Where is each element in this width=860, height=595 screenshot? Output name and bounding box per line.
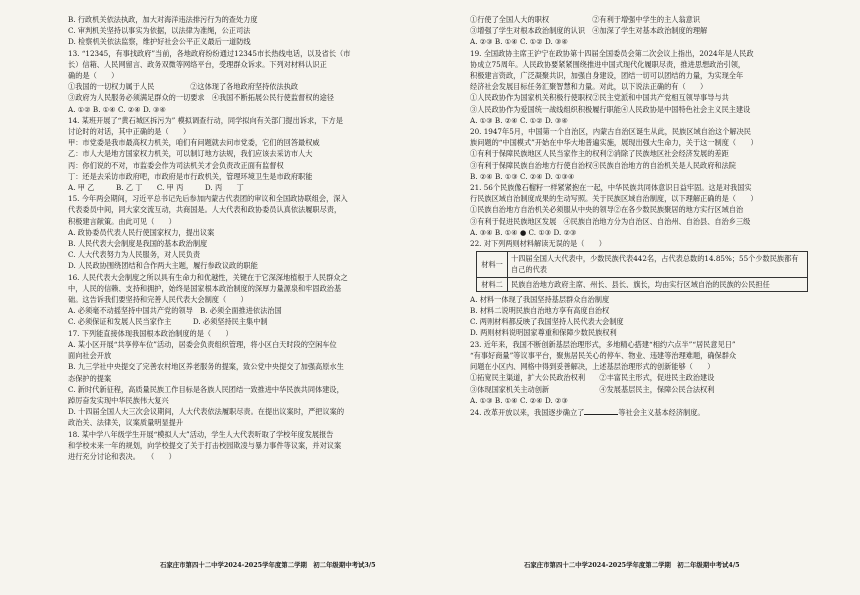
text-line: D. 人民政协围绕团结和合作两大主题，履行参政议政的职能 bbox=[68, 261, 258, 271]
text-line: A. 政协委员代表人民行使国家权力，提出议案 bbox=[68, 227, 215, 237]
text-line: 20. 1947年5月，中国第一个自治区，内蒙古自治区诞生从此，民族区域自治这个解决民 bbox=[470, 127, 751, 137]
text-line: 13. “12345，有事找政府”当前，各地政府纷纷通过12345市长热线电话，以及省长（市 bbox=[68, 48, 351, 58]
text-line: A. ①③ B. ②④ C. ①② D. ③④ bbox=[470, 115, 568, 125]
text-line: 积极建言资政，广泛凝聚共识，加强自身建设，团结一切可以团结的力量，为实现全年 bbox=[470, 71, 744, 81]
text-line: 面向社会开放 bbox=[68, 351, 112, 361]
material-row-1 bbox=[477, 252, 808, 277]
text-line: 21. 56个民族像石榴籽一样紧紧抱在一起，中华民族共同体意识日益牢固。这是对我国实 bbox=[470, 183, 752, 193]
material-text: 十四届全国人大代表中，少数民族代表442名，占代表总数的14.85%；55个少数民族都有自己的代表 bbox=[508, 252, 808, 277]
text-line: 讨论时的对话，其中正确的是（ ） bbox=[68, 127, 191, 137]
text-line: ③体现国家机关主动创新 ④发展基层民主，保障公民合法权利 bbox=[470, 384, 715, 394]
text-line: 14. 某班开展了“黄石城区拆污为” 模拟调查行动，同学拟向有关部门提出诉求，下方是 bbox=[68, 115, 343, 125]
text-line: D. 两则材料说明国家尊重和保障少数民族权利 bbox=[470, 328, 617, 338]
text-line: ①我国的一切权力属于人民 ②这体现了各地政府坚持依法执政 bbox=[68, 82, 299, 92]
text-line: ③人民政协作为爱国统一战线组织积极履行职能④人民政协是中国特色社会主义民主建设 bbox=[470, 104, 751, 114]
right-bottom-questions bbox=[470, 294, 860, 406]
text-line: A. ②③ B. ①④ C. ①② D. ③④ bbox=[470, 37, 568, 47]
text-line: B. 九三学社中央提交了完善农村地区养老服务的提案，致公党中央提交了加强高原水生 bbox=[68, 362, 344, 372]
text-line: A. ①② B. ①④ C. ②④ D. ③④ bbox=[68, 104, 166, 114]
text-line: B. 人民代表大会制度是我国的基本政治制度 bbox=[68, 239, 208, 249]
material-label: 材料一 bbox=[477, 252, 508, 277]
text-line: 行民族区域自治制度成果的生动写照。关于民族区域自治制度，以下理解正确的是（ ） bbox=[470, 194, 758, 204]
material-text: 民族自治地方政府主席、州长、县长、旗长，均由实行区域自治的民族的公民担任 bbox=[508, 277, 808, 291]
text-line: B. 行政机关依法执政，加大对海洋违法排污行为的查处力度 bbox=[68, 15, 258, 24]
text-line: 22. 对下列两则材料解读无误的是（ ） bbox=[470, 239, 606, 249]
text-line: 进行充分讨论和表决。 （ ） bbox=[68, 451, 176, 461]
text-line: 经济社会发展目标任务汇聚智慧和力量。对此，以下说法正确的有（ ） bbox=[470, 82, 708, 92]
text-line: 乙：市人大是地方国家权力机关，可以制订地方法规，我们应该去采访市人大 bbox=[68, 149, 313, 159]
material-table bbox=[476, 251, 808, 292]
text-line: 础。这告诉我们要坚持和完善人民代表大会制度（ ） bbox=[68, 295, 248, 305]
text-line: A. 某小区开展“共享停车位”活动，居委会负责组织管理，将小区白天时段的空闲车位 bbox=[68, 339, 337, 349]
right-top-questions bbox=[470, 14, 860, 249]
text-line: B. 材料二说明民族自治地方享有高度自治权 bbox=[470, 306, 610, 316]
text-line: 丙：你们说的不对，市监委会作为司法机关才会负责改正面有监督权 bbox=[68, 160, 284, 170]
text-line: ③有利于保障民族自治地方行使自治权④民族自治地方的自治机关是人民政府和法院 bbox=[470, 160, 736, 170]
question-24-line bbox=[470, 406, 860, 418]
text-line: 和学校未来一年的规划，向学校提交了关于打击校园欺凌与暴力事件等议案，并对议案 bbox=[68, 440, 342, 450]
text-line: A. 材料一体现了我国坚持基层群众自治制度 bbox=[470, 294, 610, 304]
text-line: 代表委员中间，同大家交流互动，共商国是。人大代表和政协委员认真依法履职尽责， bbox=[68, 205, 342, 215]
text-line: C. 新时代新征程，高质量民族工作目标是各族人民团结一致推进中华民族共同体建设， bbox=[68, 384, 344, 394]
text-line: C. 两则材料都反映了我国坚持人民代表大会制度 bbox=[470, 317, 624, 327]
text-line: ③政府为人民服务必须满足群众的一切要求 ④我国不断拓展公民行使监督权的途径 bbox=[68, 93, 334, 103]
question-24-text: 24. 改革开放以来，我国逐步确立了 bbox=[470, 407, 585, 417]
text-line: A. ③④ B. ①④ ● C. ①③ D. ②③ bbox=[470, 227, 577, 237]
left-column bbox=[68, 14, 468, 462]
text-line: A. 甲 乙 B. 乙 丁 C. 甲 丙 D. 丙 丁 bbox=[68, 183, 244, 193]
text-line: 18. 某中学八年级学生开展“模拟人大”活动，学生人大代表听取了学校年度发展报告 bbox=[68, 429, 334, 439]
text-line: ①人民政协作为国家机关积极行使职权②民主党派和中国共产党相互领导事导与共 bbox=[470, 93, 729, 103]
text-line: 长）信箱、人民网留言、政务双微等网络平台，受理群众诉求。下列对材料认识正 bbox=[68, 59, 327, 69]
text-line: 确的是（ ） bbox=[68, 71, 119, 81]
footer-right: 石家庄市第四十二中学2024-2025学年度第二学期 初二年级期中考试4/5 bbox=[524, 561, 740, 569]
answer-blank bbox=[584, 406, 618, 415]
text-line: B. ②④ B. ①③ C. ②④ D. ①③④ bbox=[470, 171, 575, 181]
text-line: D. 十四届全国人大三次会议期间，人大代表依法履职尽责。在提出议案时，严把议案的 bbox=[68, 407, 345, 417]
text-line: C. 审判机关坚持以事实为依据，以法律为准绳，公正司法 bbox=[68, 26, 251, 36]
text-line: 17. 下列能直接体现我国根本政治制度的是（ ） bbox=[68, 328, 233, 338]
text-line: “有事好商量”等议事平台，聚焦居民关心的停车、物业、违建等治理难题，确保群众 bbox=[470, 350, 737, 360]
text-line: 中，人民的信赖、支持和拥护，始终是国家根本政治制度的深厚力量源泉和牢固政治基 bbox=[68, 283, 342, 293]
text-line: 问题在小区内、网格中得到妥善解决，上述基层治理形式的创新能够（ ） bbox=[470, 362, 715, 372]
text-line: C. 必须保证和发展人民当家作主 D. 必须坚持民主集中制 bbox=[68, 317, 268, 327]
text-line: 政治关、法律关，议案质量明显提升 bbox=[68, 418, 184, 428]
text-line: 16. 人民代表大会制度之所以具有生命力和优越性，关键在于它深深地植根于人民群众之 bbox=[68, 272, 348, 282]
text-line: ①拓宽民主渠道，扩大公民政治权利 ②丰富民主形式，促进民主政治建设 bbox=[470, 373, 715, 383]
text-line: 丁：还是去采访市政府吧，市政府是市行政机关，管理环境卫生是市政府职能 bbox=[68, 171, 313, 181]
text-line: A. ①③ B. ①④ C. ②④ D. ②③ bbox=[470, 395, 568, 405]
text-line: 积极建言献策。由此可见（ ） bbox=[68, 216, 176, 226]
text-line: D. 检察机关依法监察，维护好社会公平正义最后一道防线 bbox=[68, 37, 251, 47]
text-line: 23. 近年来，我国不断创新基层治理形式，多地精心搭建“相约六点半”“居民意见日” bbox=[470, 339, 736, 349]
text-line: C. 人大代表努力为人民服务，对人民负责 bbox=[68, 250, 201, 260]
text-line: 族问题的“中国模式”开始在中华大地普遍实施，展现出强大生命力，关于这一制度（ ） bbox=[470, 138, 758, 148]
text-line: 15. 今年两会期间，习近平总书记先后参加内蒙古代表团的审议和全国政协联组会，深入 bbox=[68, 194, 348, 204]
text-line: ①民族自治地方自治机关必须服从中央的领导②在各少数民族聚居的地方实行区域自治 bbox=[470, 205, 744, 215]
text-line: 甲：市党委是我市最高权力机关，咱们有问题就去问市党委，它们的回答最权威 bbox=[68, 138, 320, 148]
text-line: 态保护的提案 bbox=[68, 373, 112, 383]
text-line: 协成立75周年。人民政协要紧紧围绕推进中国式现代化履职尽责，推进思想政治引领， bbox=[470, 59, 746, 69]
text-line: ③增强了学生对根本政治制度的认识 ④加深了学生对基本政治制度的理解 bbox=[470, 26, 708, 36]
text-line: 19. 全国政协主席王沪宁在政协第十四届全国委员会第二次会议上指出，2024年是人民政 bbox=[470, 48, 754, 58]
material-row-2 bbox=[477, 277, 808, 291]
text-line: ①有利于保障民族地区人民当家作主的权利②消除了民族地区社会经济发展的差距 bbox=[470, 149, 729, 159]
material-label: 材料二 bbox=[477, 277, 508, 291]
question-24-tail: 等社会主义基本经济制度。 bbox=[618, 407, 705, 417]
text-line: ③有利于促进民族地区发展 ④民族自治地方分为自治区、自治州、自治县、自治乡三级 bbox=[470, 216, 751, 226]
right-column bbox=[470, 14, 860, 418]
text-line: ①行使了全国人大的职权 ②有利于增强中学生的主人翁意识 bbox=[470, 15, 701, 24]
footer-left: 石家庄市第四十二中学2024-2025学年度第二学期 初二年级期中考试3/5 bbox=[160, 561, 376, 569]
text-line: A. 必须毫不动摇坚持中国共产党的领导 B. 必须全面推进依法治国 bbox=[68, 306, 282, 316]
text-line: 踔厉奋发实现中华民族伟大复兴 bbox=[68, 395, 169, 405]
